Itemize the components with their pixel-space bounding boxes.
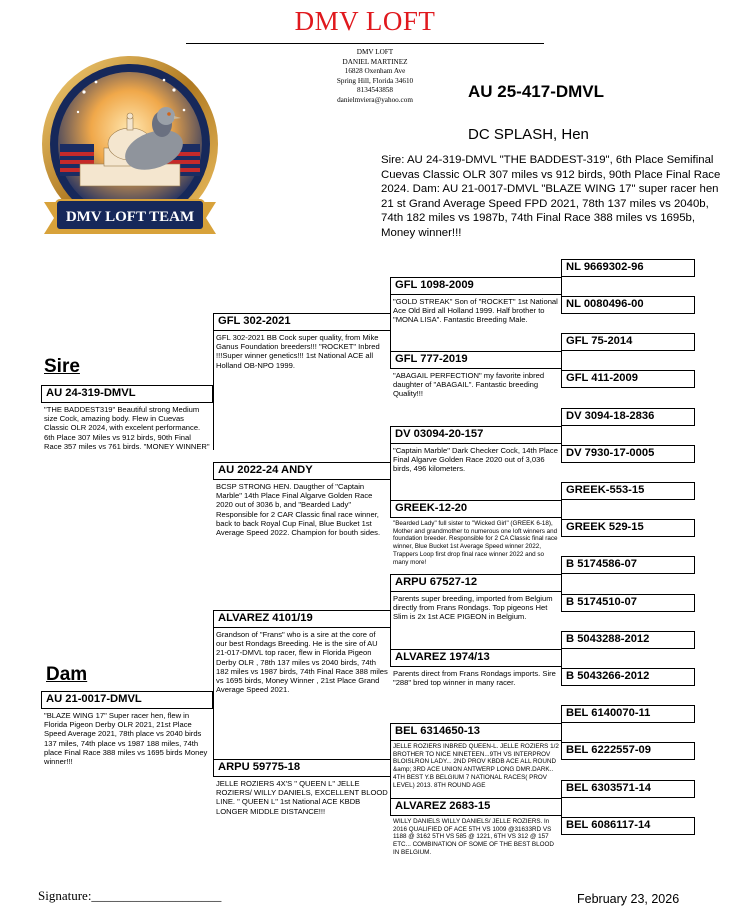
dam-note: "BLAZE WING 17" Super racer hen, flew in Florida Pigeon Derby OLR 2021, 21st Place Speed Average 2021, 78th place vs 2040 birds 137 miles, 74th place vs 1987 188 miles, 74th place Final Race 388 miles vs 1695 birds Money winner!!! — [44, 711, 208, 767]
gen3-ring: GFL 1098-2009 — [390, 277, 562, 295]
document-date: February 23, 2026 — [577, 892, 680, 906]
gen4-ring: BEL 6140070-11 — [561, 705, 695, 723]
granddam-paternal-ring: AU 2022-24 ANDY — [213, 462, 391, 480]
gen4-ring: B 5043288-2012 — [561, 631, 695, 649]
gen3-note: Parents super breeding, imported from Belgium directly from Frans Rondags. Top pigeons Het Slim is 2x 1st ACE PIGEON in Belgium. — [393, 594, 553, 622]
address-line: DANIEL MARTINEZ — [342, 57, 408, 66]
gen3-ring: ALVAREZ 1974/13 — [390, 649, 562, 667]
gen4-ring: GREEK-553-15 — [561, 482, 695, 500]
loft-logo — [34, 52, 226, 244]
signature-line: Signature:____________________ — [38, 888, 222, 903]
subject-name-sex: DC SPLASH, Hen — [468, 126, 589, 143]
gen3-note: "GOLD STREAK" Son of "ROCKET" 1st National Ace Old Bird all Holland 1999. Half brother to "MONA LISA". Fantastic Breeding Male. — [393, 297, 558, 325]
gen4-ring: B 5174586-07 — [561, 556, 695, 574]
subject-description: Sire: AU 24-319-DMVL "THE BADDEST-319", 6th Place Semifinal Cuevas Classic OLR 307 miles vs 912 birds, 90th Place Final Race 2024. Dam: AU 21-0017-DMVL "BLAZE WING 17" super racer hen 21 st Grand Average Speed FPD 2021, 78th 137 miles vs 2040b, 74th 182 miles vs 1987b, 74th Final Race 388 miles vs 1695b, Money winner!!! — [381, 154, 721, 239]
gen3-note: "Bearded Lady" full sister to "Wicked Girl" (GREEK 6-18), Mother and grandmother to numerous one loft winners and foundation breeder. Responsible for 2 CA Classic final race winner, Blue Bucket 1st Average Speed winner 2022, Trappers Loop first drop final race winner 2022 and so many more! — [393, 520, 558, 566]
gen4-ring: B 5043266-2012 — [561, 668, 695, 686]
logo-text: DMV LOFT TEAM — [65, 209, 195, 225]
dam-ring-box: AU 21-0017-DMVL — [41, 691, 213, 709]
connector — [213, 330, 214, 450]
grandsire-paternal-note: GFL 302-2021 BB Cock super quality, from Mike Ganus Foundation breeders!!! "ROCKET" Inbred !!!Super winner genetics!!! 1st National ACE all Holland OB-NPO 1999. — [216, 333, 380, 370]
sire-note: "THE BADDEST319" Beautiful strong Medium size Cock, amazing body. Flew in Cuevas Classic OLR 2024, with excelent performance. 6th Place 307 Miles vs 912 birds, 90th Final Race 357 miles vs 761 birds. "MONEY WINNER" — [44, 405, 210, 451]
grandsire-paternal-ring: GFL 302-2021 — [213, 313, 391, 331]
gen3-ring: ARPU 67527-12 — [390, 574, 562, 592]
address-line: danielmviera@yahoo.com — [337, 95, 413, 104]
gen4-ring: B 5174510-07 — [561, 594, 695, 612]
page-title: DMV LOFT — [294, 6, 436, 36]
title-divider — [186, 43, 544, 44]
connector — [213, 611, 214, 775]
subject-ring-number: AU 25-417-DMVL — [468, 82, 605, 101]
gen3-ring: ALVAREZ 2683-15 — [390, 798, 562, 816]
granddam-paternal-note: BCSP STRONG HEN. Daugther of "Captain Marble" 14th Place Final Algarve Golden Race 2020 out of 3036 b, and "Bearded Lady" Responsible for 2 CAR Classic final race winner, back to back Royal Cup Final, Blue Bucket 1st Average Speed 2022. Champion for bouth sides. — [216, 482, 381, 538]
gen3-ring: GFL 777-2019 — [390, 351, 562, 369]
gen4-ring: BEL 6303571-14 — [561, 780, 695, 798]
gen4-ring: GFL 411-2009 — [561, 370, 695, 388]
gen4-ring: BEL 6086117-14 — [561, 817, 695, 835]
gen4-ring: GREEK 529-15 — [561, 519, 695, 537]
granddam-maternal-note: JELLE ROZIERS 4X'S " QUEEN L" JELLE ROZIERS/ WILLY DANIELS, EXCELLENT BLOOD LINE. " QUEEN L" 1st National ACE KBDB LONGER MIDDLE DISTANCE!!! — [216, 779, 388, 816]
gen3-note: WILLY DANIELS WILLY DANIELS/ JELLE ROZIERS. In 2016 QUALIFIED OF ACE 5TH VS 1009 @31633RD VS 1188 @ 3162 5TH VS 585 @ 1221, 6TH VS 312 @ 157 ETC... COMBINATION OF SOME OF THE BEST BLOOD IN BELGIUM. — [393, 818, 554, 856]
gen3-note: "ABAGAIL PERFECTION" my favorite inbred daughter of "ABAGAIL". Fantastic breeding Quality!!! — [393, 371, 545, 399]
address-line: 16828 Oxenham Ave — [344, 67, 406, 76]
gen3-ring: GREEK-12-20 — [390, 500, 562, 518]
gen3-note: JELLE ROZIERS INBRED QUEEN-L. JELLE ROZIERS 1/2 BROTHER TO NICE NINETEEN...9TH VS INTERPROV BLOISLRON LADY... 2ND PROV KBDB ACE ALL ROUND &amp; 3RD ACE UNION ANTWERP LONG DMR.DARK.. 4TH BEST Y.B BELGIUM 7 NATIONAL RACES( PROV LEVEL) 2013. 8TH ROUND AGE — [393, 743, 559, 789]
grandsire-maternal-note: Grandson of "Frans" who is a sire at the core of our best Rondags Breeding. He is the sire of AU 21-017-DMVL top racer, flew in Florida Pigeon Derby OLR , 78th 137 miles vs 2040 birds, 74th 182 miles vs 1987 birds, 74th Final Race 388 miles vs 1695 birds, Money Winner , 21st Place Grand Average Speed 2021. — [216, 630, 388, 695]
gen4-ring: NL 9669302-96 — [561, 259, 695, 277]
gen3-ring: DV 03094-20-157 — [390, 426, 562, 444]
gen4-ring: DV 3094-18-2836 — [561, 408, 695, 426]
gen3-note: Parents direct from Frans Rondags imports. Sire "288" bred top winner in many racer. — [393, 669, 556, 688]
address-line: DMV LOFT — [356, 48, 394, 56]
gen4-ring: BEL 6222557-09 — [561, 742, 695, 760]
gen3-ring: BEL 6314650-13 — [390, 723, 562, 741]
gen4-ring: DV 7930-17-0005 — [561, 445, 695, 463]
dam-label: Dam — [46, 664, 88, 685]
owner-address — [320, 48, 430, 106]
address-line: 8134543858 — [357, 86, 393, 95]
granddam-maternal-ring: ARPU 59775-18 — [213, 759, 391, 777]
gen3-note: "Captain Marble" Dark Checker Cock, 14th Place Final Algarve Golden Race 2020 out of 3,036 birds, 496 kilometers. — [393, 446, 558, 474]
address-line: Spring Hill, Florida 34610 — [336, 76, 414, 85]
gen4-ring: GFL 75-2014 — [561, 333, 695, 351]
sire-label: Sire — [44, 356, 80, 377]
grandsire-maternal-ring: ALVAREZ 4101/19 — [213, 610, 391, 628]
gen4-ring: NL 0080496-00 — [561, 296, 695, 314]
sire-ring-box: AU 24-319-DMVL — [41, 385, 213, 403]
